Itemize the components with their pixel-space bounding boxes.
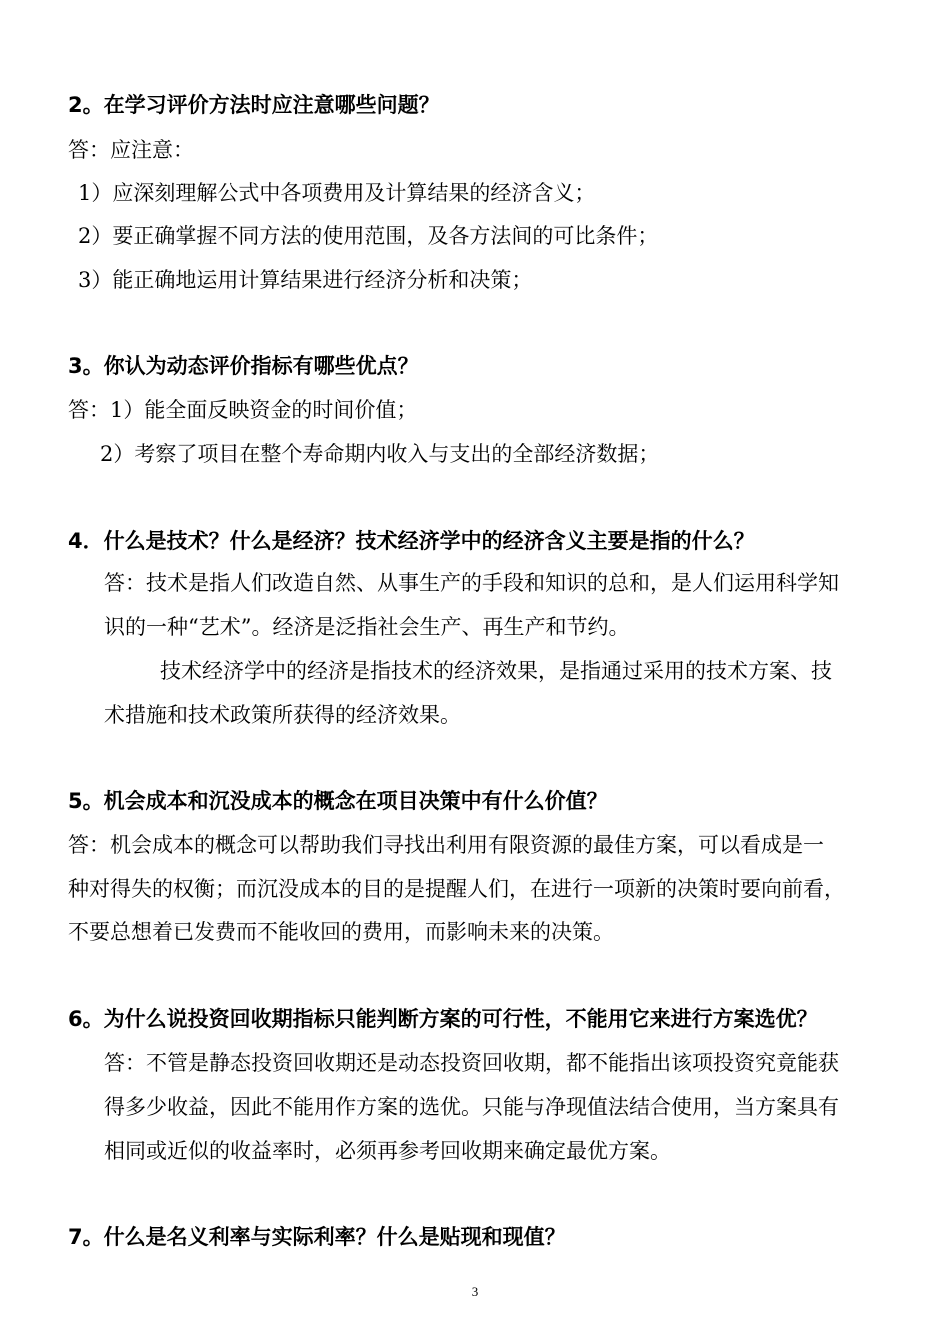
answer-4-line-4: 术措施和技术政策所获得的经济效果。 [104, 703, 461, 727]
answer-3-line-2: 2）考察了项目在整个寿命期内收入与支出的全部经济数据； [100, 442, 660, 466]
question-6: 6。为什么说投资回收期指标只能判断方案的可行性，不能用它来进行方案选优？ [68, 1007, 818, 1031]
answer-5-line-1: 答：机会成本的概念可以帮助我们寻找出利用有限资源的最佳方案，可以看成是一 [68, 833, 824, 857]
question-7: 7。什么是名义利率与实际利率？什么是贴现和现值？ [68, 1225, 566, 1249]
answer-5-line-3: 不要总想着已发费而不能收回的费用，而影响未来的决策。 [68, 920, 614, 944]
answer-4-line-1: 答：技术是指人们改造自然、从事生产的手段和知识的总和，是人们运用科学知 [104, 571, 839, 595]
page-number: 3 [471, 1284, 479, 1299]
answer-5-line-2: 种对得失的权衡；而沉没成本的目的是提醒人们，在进行一项新的决策时要向前看， [68, 877, 845, 901]
answer-2-line-1: 答：应注意： [68, 138, 194, 162]
question-2: 2。在学习评价方法时应注意哪些问题？ [68, 93, 440, 117]
question-4: 4．什么是技术？什么是经济？技术经济学中的经济含义主要是指的什么？ [68, 529, 755, 553]
answer-4-line-3: 技术经济学中的经济是指技术的经济效果，是指通过采用的技术方案、技 [160, 659, 832, 683]
answer-6-line-1: 答：不管是静态投资回收期还是动态投资回收期，都不能指出该项投资究竟能获 [104, 1051, 839, 1075]
answer-2-line-3: 2）要正确掌握不同方法的使用范围，及各方法间的可比条件； [78, 224, 659, 248]
answer-6-line-2: 得多少收益，因此不能用作方案的选优。只能与净现值法结合使用，当方案具有 [104, 1095, 839, 1119]
answer-6-line-3: 相同或近似的收益率时，必须再参考回收期来确定最优方案。 [104, 1139, 671, 1163]
question-5: 5。机会成本和沉没成本的概念在项目决策中有什么价值？ [68, 789, 608, 813]
question-3: 3。你认为动态评价指标有哪些优点？ [68, 354, 419, 378]
answer-2-line-4: 3）能正确地运用计算结果进行经济分析和决策； [78, 268, 533, 292]
answer-4-line-2: 识的一种“艺术”。经济是泛指社会生产、再生产和节约。 [104, 615, 630, 639]
answer-2-line-2: 1）应深刻理解公式中各项费用及计算结果的经济含义； [78, 181, 596, 205]
answer-3-line-1: 答：1）能全面反映资金的时间价值； [68, 398, 418, 422]
